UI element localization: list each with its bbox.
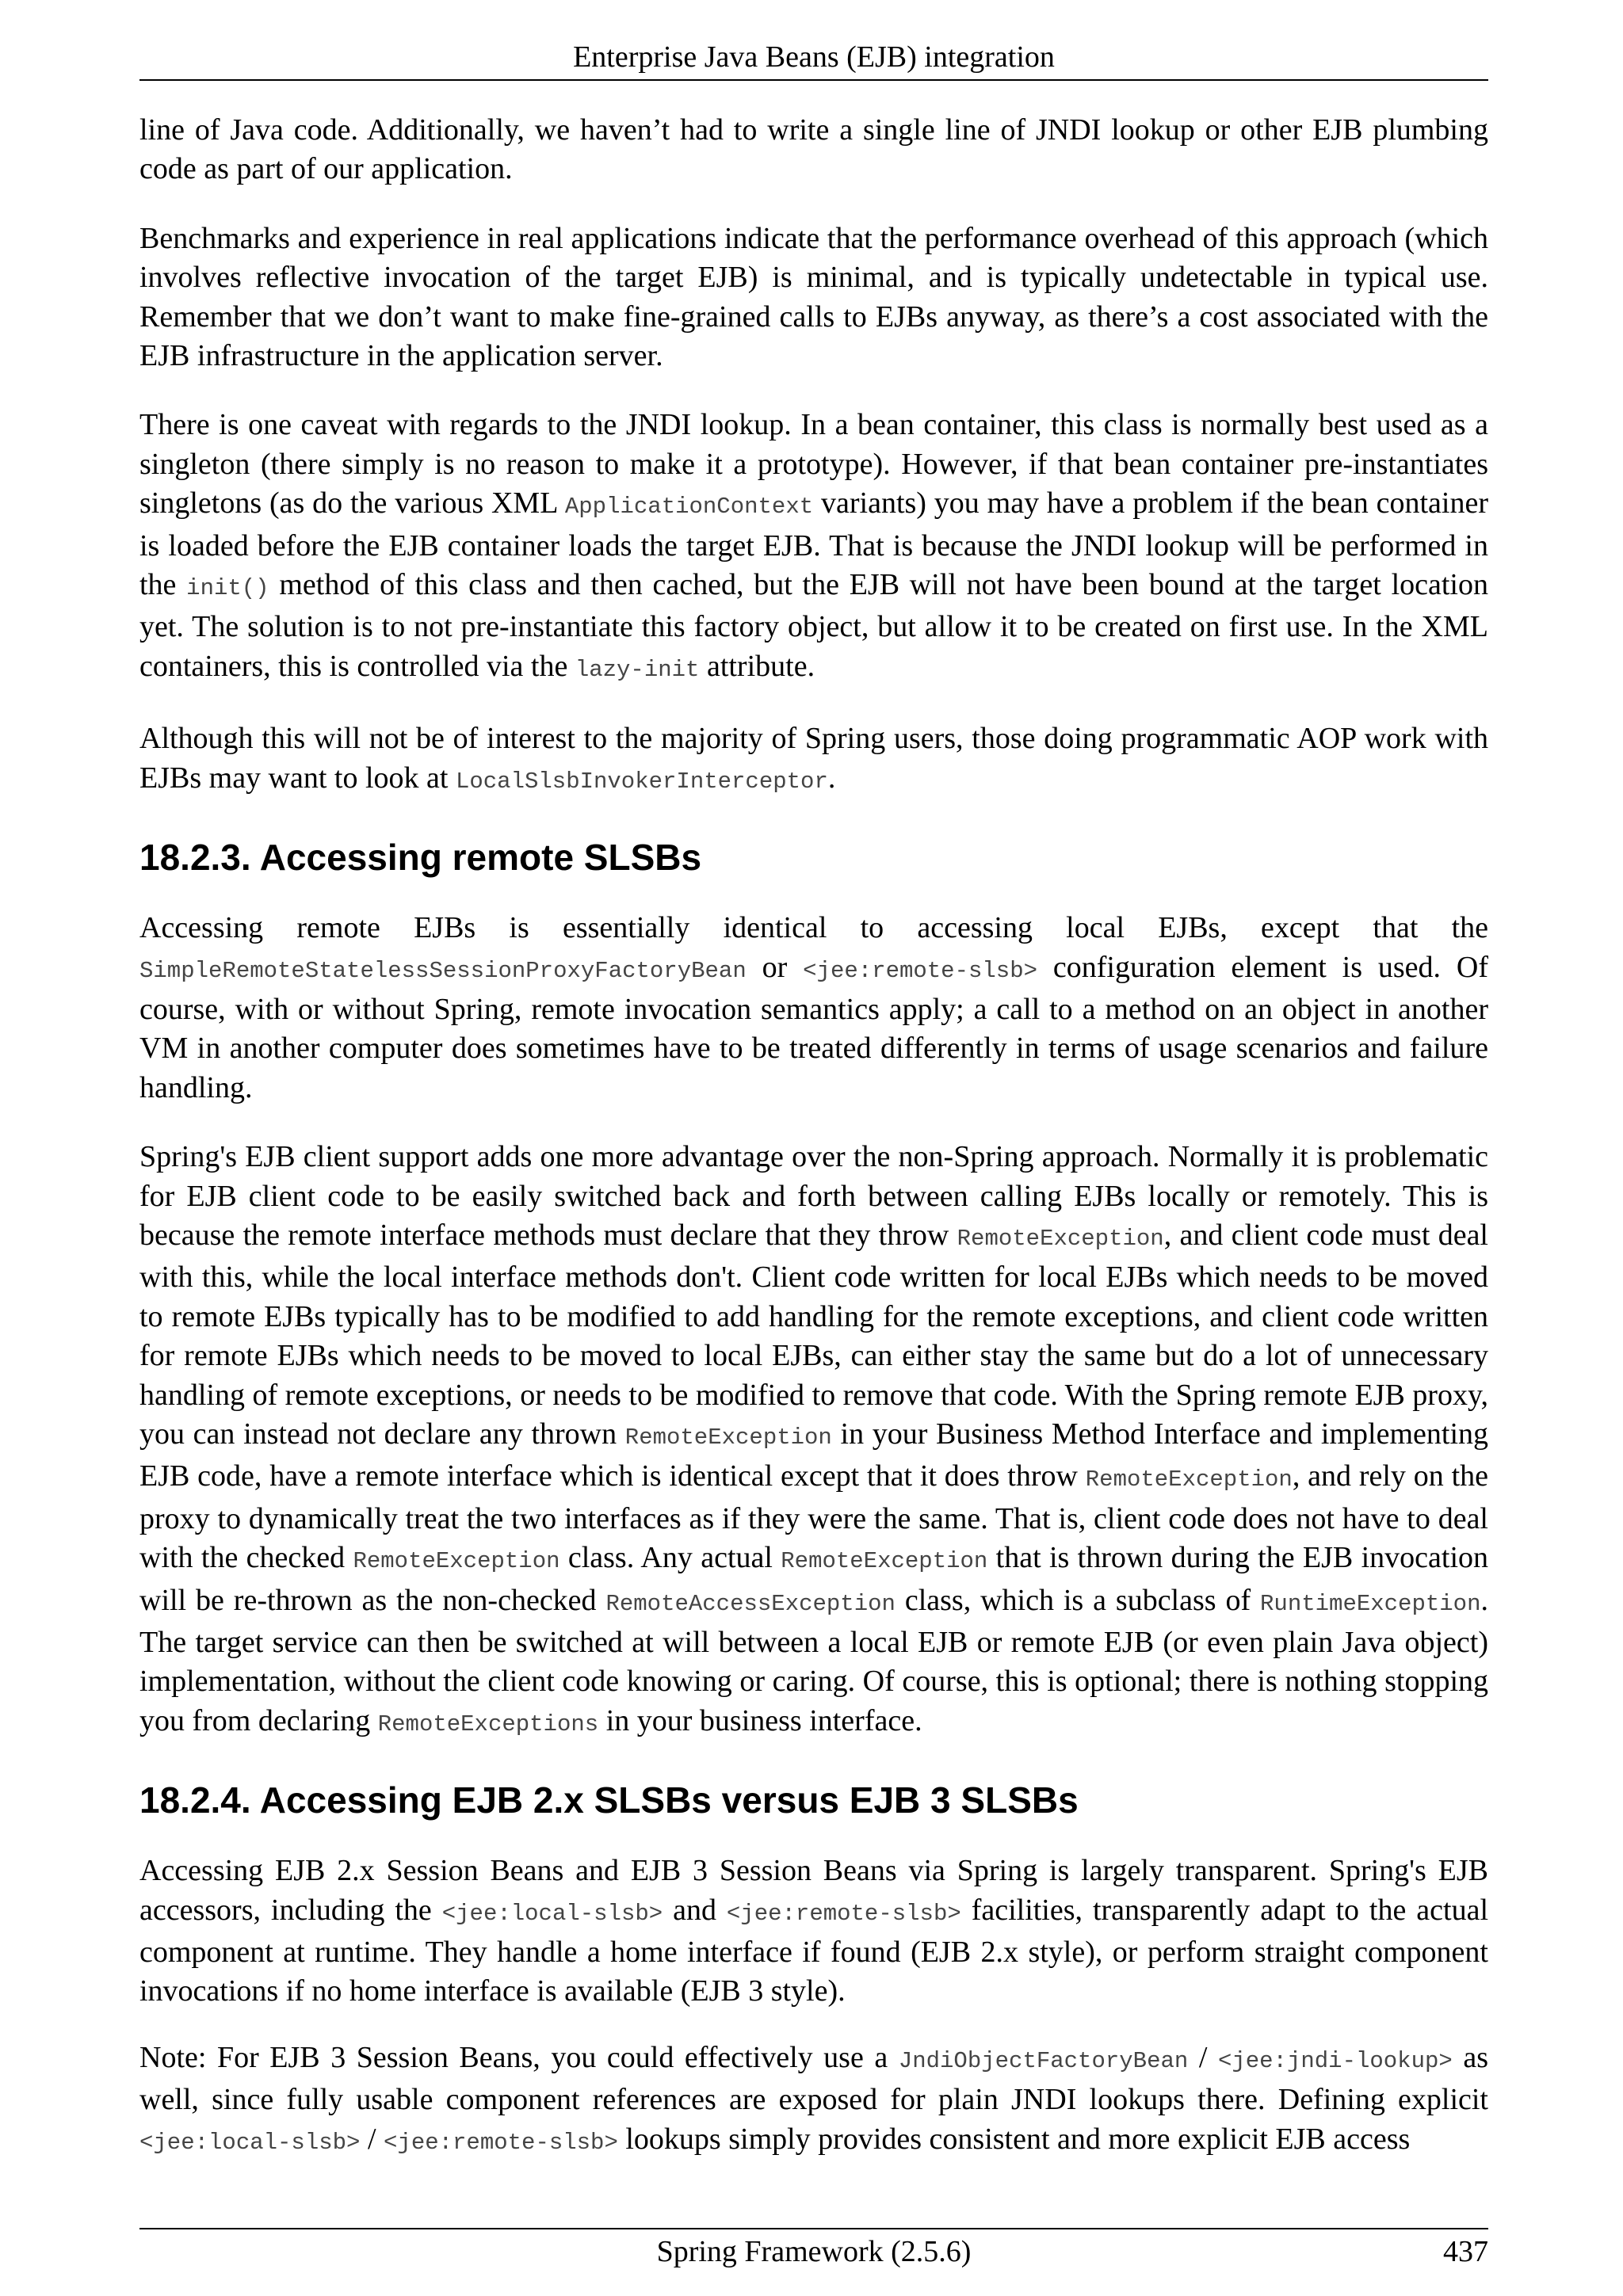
code-term: lazy-init bbox=[575, 656, 700, 683]
footer-title: Spring Framework (2.5.6) bbox=[656, 2235, 972, 2268]
code-term: RemoteException bbox=[353, 1548, 560, 1575]
code-term: <jee:remote-slsb> bbox=[803, 957, 1038, 984]
code-term: <jee:remote-slsb> bbox=[384, 2129, 618, 2156]
paragraph-2: Benchmarks and experience in real applications indicate that the performance overhead of this approach (which involves reflective invocation of the target EJB) is minimal, and is typically undetectable in typical use. Remember that we don’t want to make fine-grained calls to EJBs anyway, as there’s a cost associated with the EJB infrastructure in the application server. bbox=[139, 221, 1488, 373]
paragraph-4: Although this will not be of interest to the majority of Spring users, those doing programmatic AOP work with EJBs may want to look at LocalSlsbInvokerInterceptor. bbox=[139, 722, 1488, 795]
paragraph-3: There is one caveat with regards to the JNDI lookup. In a bean container, this class is normally best used as a singleton (there simply is no reason to make it a prototype). However, if that bean container pre-instantiates singletons (as do the various XML ApplicationContext variants) you may have a problem if the bean container is loaded before the EJB container loads the target EJB. That is because the JNDI lookup will be performed in the init() method of this class and then cached, but the EJB will not have been bound at the target location yet. The solution is to not pre-instantiate this factory object, but allow it to be created on first use. In the XML containers, this is controlled via the lazy-init attribute. bbox=[139, 408, 1489, 683]
code-term: RemoteAccessException bbox=[605, 1590, 896, 1617]
code-term: SimpleRemoteStatelessSessionProxyFactoryBean bbox=[139, 957, 747, 984]
code-term: RemoteExceptions bbox=[377, 1711, 599, 1737]
section-heading-ejb2-vs-ejb3: 18.2.4. Accessing EJB 2.x SLSBs versus EJB 3 SLSBs bbox=[139, 1779, 1079, 1821]
code-term: <jee:remote-slsb> bbox=[726, 1900, 961, 1927]
code-term: RemoteException bbox=[781, 1548, 988, 1575]
page-number: 437 bbox=[1443, 2235, 1488, 2268]
paragraph-1: line of Java code. Additionally, we haven’t had to write a single line of JNDI lookup or other EJB plumbing code as part of our application. bbox=[139, 113, 1488, 186]
paragraph-6: Spring's EJB client support adds one more advantage over the non-Spring approach. Normally it is problematic for EJB client code to be easily switched back and forth between calling EJBs locally or remotely. This is because the remote interface methods must declare that they throw RemoteException, and client code must deal with this, while the local interface methods don't. Client code written for local EJBs which needs to be moved to remote EJBs typically has to be modified to add handling for the remote exceptions, and client code written for remote EJBs which needs to be moved to local EJBs, can either stay the same but do a lot of unnecessary handling of remote exceptions, or needs to be modified to remove that code. With the Spring remote EJB proxy, you can instead not declare any thrown RemoteException in your Business Method Interface and implementing EJB code, have a remote interface which is identical except that it does throw RemoteException, and rely on the proxy to dynamically treat the two interfaces as if they were the same. That is, client code does not have to deal with the checked RemoteException class. Any actual RemoteException that is thrown during the EJB invocation will be re-thrown as the non-checked RemoteAccessException class, which is a subclass of RuntimeException. The target service can then be switched at will between a local EJB or remote EJB (or even plain Java object) implementation, without the client code knowing or caring. Of course, this is optional; there is nothing stopping you from declaring RemoteExceptions in your business interface. bbox=[139, 1140, 1489, 1737]
paragraph-5: Accessing remote EJBs is essentially identical to accessing local EJBs, except that the SimpleRemoteStatelessSessionProxyFactoryBean or <jee:remote-slsb> configuration element is used. Of course, with or without Spring, remote invocation semantics apply; a call to a method on an object in another VM in another computer does sometimes have to be treated differently in terms of usage scenarios and failure handling. bbox=[139, 911, 1488, 1104]
code-term: <jee:jndi-lookup> bbox=[1217, 2047, 1453, 2074]
code-term: ApplicationContext bbox=[564, 494, 814, 521]
paragraph-8: Note: For EJB 3 Session Beans, you could effectively use a JndiObjectFactoryBean / <jee:jndi-lookup> as well, since fully usable component references are exposed for plain JNDI lookups there. Defining explicit <jee:local-slsb> / <jee:remote-slsb> lookups simply provides consistent and more explicit EJB access bbox=[139, 2040, 1489, 2156]
running-footer bbox=[139, 2229, 1488, 2274]
code-term: RemoteException bbox=[1085, 1466, 1293, 1493]
code-term: RemoteException bbox=[957, 1225, 1164, 1252]
paragraph-7: Accessing EJB 2.x Session Beans and EJB 3 Session Beans via Spring is largely transparent. Spring's EJB accessors, including the <jee:local-slsb> and <jee:remote-slsb> facilities, transparently adapt to the actual component at runtime. They handle a home interface if found (EJB 2.x style), or perform straight component invocations if no home interface is available (EJB 3 style). bbox=[139, 1854, 1488, 2008]
code-term: init() bbox=[186, 575, 269, 602]
page-content bbox=[139, 111, 1488, 2189]
code-term: <jee:local-slsb> bbox=[441, 1900, 663, 1927]
code-term: <jee:local-slsb> bbox=[139, 2129, 361, 2156]
code-term: RemoteException bbox=[624, 1424, 832, 1451]
section-heading-remote-slsbs: 18.2.3. Accessing remote SLSBs bbox=[139, 837, 702, 879]
code-term: JndiObjectFactoryBean bbox=[898, 2047, 1189, 2074]
running-header: Enterprise Java Beans (EJB) integration bbox=[573, 40, 1055, 74]
code-term: RuntimeException bbox=[1260, 1590, 1481, 1617]
header-rule bbox=[139, 79, 1488, 81]
code-term: LocalSlsbInvokerInterceptor bbox=[455, 768, 828, 795]
